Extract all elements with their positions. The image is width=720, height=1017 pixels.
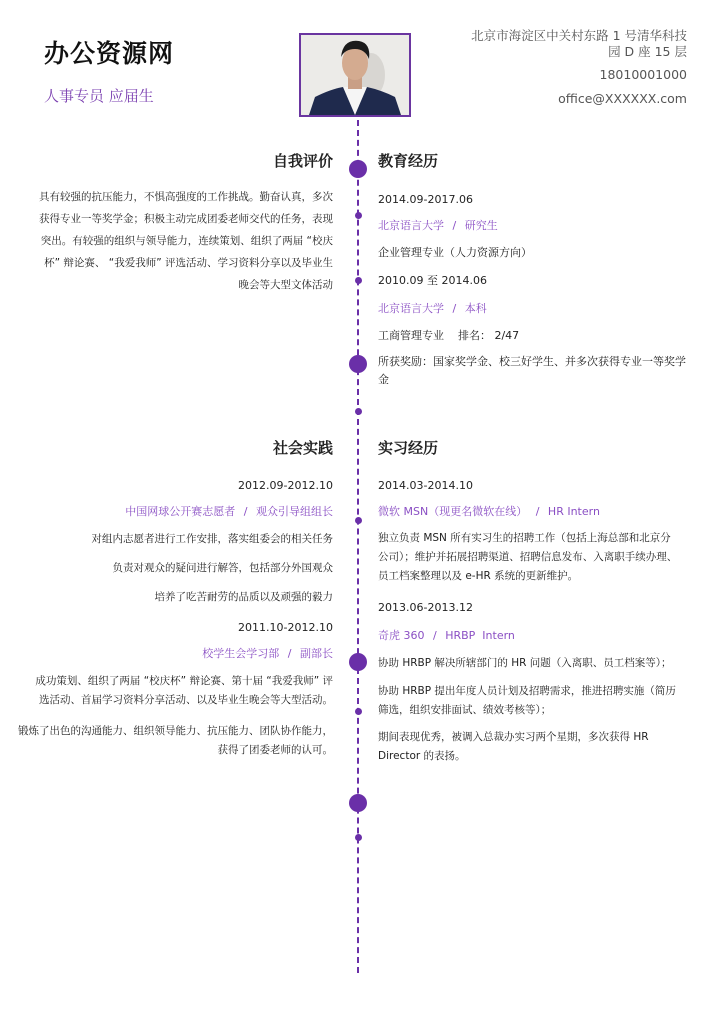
social-org: 校学生会学习部 bbox=[202, 647, 280, 660]
edu-school-line bbox=[378, 215, 498, 236]
separator: / bbox=[243, 505, 248, 518]
timeline-dot-large bbox=[349, 355, 367, 373]
edu-degree: 本科 bbox=[464, 302, 487, 315]
intern-desc-line: 公司）；维护并拓展招聘渠道、招聘信息发布、入离职手续办理、 bbox=[378, 551, 678, 563]
intern-role: HRBP Intern bbox=[445, 629, 515, 642]
edu-school-line bbox=[378, 298, 487, 319]
intern-desc-line: 协助 HRBP 提出年度人员计划及招聘需求，推进招聘实施（简历 bbox=[378, 685, 676, 697]
social-role: 副部长 bbox=[300, 647, 333, 660]
intern-desc-line: Director 的表扬。 bbox=[378, 750, 466, 762]
resume-name: 办公资源网 bbox=[44, 39, 175, 68]
separator: / bbox=[452, 302, 457, 315]
section-title-social: 社会实践 bbox=[272, 439, 333, 457]
intern-desc bbox=[378, 728, 649, 766]
intern-date: 2013.06-2013.12 bbox=[378, 601, 473, 614]
self-eval-text bbox=[23, 186, 333, 296]
separator: / bbox=[433, 629, 437, 642]
social-date: 2011.10-2012.10 bbox=[238, 621, 333, 634]
intern-desc-line: 员工档案整理以及 e-HR 系统的更新维护。 bbox=[378, 570, 579, 582]
edu-school: 北京语言大学 bbox=[378, 302, 444, 315]
address-line-1: 北京市海淀区中关村东路 1 号清华科技 bbox=[471, 28, 687, 43]
intern-date: 2014.03-2014.10 bbox=[378, 479, 473, 492]
timeline-dot-small bbox=[355, 277, 362, 284]
social-desc-line: 成功策划、组织了两届 “校庆杯” 辩论赛、第十届 “我爱我师” 评 bbox=[35, 675, 333, 687]
separator: / bbox=[452, 219, 457, 232]
self-eval-line: 获得专业一等奖学金；积极主动完成团委老师交代的任务，表现 bbox=[39, 213, 333, 225]
intern-org-line bbox=[378, 501, 600, 522]
timeline-line bbox=[357, 120, 359, 973]
timeline-dot-small bbox=[355, 708, 362, 715]
edu-degree: 研究生 bbox=[464, 219, 498, 232]
separator: / bbox=[287, 647, 292, 660]
social-desc-line: 选活动、首届学习资料分享活动、以及毕业生晚会等大型活动。 bbox=[39, 694, 333, 706]
edu-major: 企业管理专业（人力资源方向） bbox=[378, 246, 532, 259]
social-desc-line: 锻炼了出色的沟通能力、组织领导能力、抗压能力、团队协作能力， bbox=[18, 725, 333, 737]
section-title-self-eval: 自我评价 bbox=[272, 152, 333, 170]
social-desc: 负责对观众的疑问进行解答，包括部分外国观众 bbox=[112, 562, 333, 574]
intern-desc-line: 筛选，组织安排面试、绩效考核等）； bbox=[378, 704, 552, 716]
intern-org: 奇虎 360 bbox=[378, 629, 425, 642]
timeline-dot-large bbox=[349, 794, 367, 812]
timeline-dot-small bbox=[355, 212, 362, 219]
timeline-dot-large bbox=[349, 160, 367, 178]
timeline-dot-small bbox=[355, 408, 362, 415]
social-role: 观众引导组组长 bbox=[256, 505, 333, 518]
self-eval-line: 杯” 辩论赛、 “我爱我师” 评选活动、学习资料分享以及毕业生 bbox=[44, 257, 333, 269]
portrait-photo bbox=[299, 33, 411, 117]
job-title: 人事专员 应届生 bbox=[44, 87, 154, 105]
section-title-internship: 实习经历 bbox=[378, 439, 439, 457]
self-eval-line: 晚会等大型文体活动 bbox=[238, 279, 333, 291]
intern-desc-line: 独立负责 MSN 所有实习生的招聘工作（包括上海总部和北京分 bbox=[378, 532, 671, 544]
timeline-dot-small bbox=[355, 517, 362, 524]
social-desc: 培养了吃苦耐劳的品质以及顽强的毅力 bbox=[154, 591, 333, 603]
awards-line: 金 bbox=[378, 373, 389, 386]
social-desc bbox=[35, 672, 333, 710]
self-eval-line: 突出。有较强的组织与领导能力，连续策划、组织了两届 “校庆 bbox=[40, 235, 333, 247]
edu-date: 2014.09-2017.06 bbox=[378, 193, 473, 206]
intern-desc bbox=[378, 682, 676, 720]
awards-line: 所获奖励：国家奖学金、校三好学生、并多次获得专业一等奖学 bbox=[378, 355, 686, 368]
edu-awards bbox=[378, 353, 698, 389]
social-org-line bbox=[125, 501, 333, 522]
social-desc-line: 获得了团委老师的认可。 bbox=[217, 744, 333, 756]
edu-school: 北京语言大学 bbox=[378, 219, 444, 232]
social-org: 中国网球公开赛志愿者 bbox=[125, 505, 236, 518]
intern-role: HR Intern bbox=[547, 505, 600, 518]
social-desc bbox=[18, 722, 333, 760]
intern-org-line bbox=[378, 625, 515, 646]
edu-major: 工商管理专业 排名： 2/47 bbox=[378, 329, 520, 342]
intern-desc: 协助 HRBP 解决所辖部门的 HR 问题（入离职、员工档案等）； bbox=[378, 657, 672, 669]
email-address: office@XXXXXX.com bbox=[558, 91, 687, 106]
separator: / bbox=[535, 505, 540, 518]
section-title-education: 教育经历 bbox=[378, 152, 439, 170]
intern-desc bbox=[378, 529, 677, 586]
address-line-2: 园 D 座 15 层 bbox=[608, 44, 687, 59]
phone-number: 18010001000 bbox=[599, 67, 687, 82]
self-eval-line: 具有较强的抗压能力，不惧高强度的工作挑战。勤奋认真，多次 bbox=[39, 191, 333, 203]
social-desc: 对组内志愿者进行工作安排，落实组委会的相关任务 bbox=[91, 533, 333, 545]
social-org-line bbox=[202, 643, 333, 664]
intern-desc-line: 期间表现优秀，被调入总裁办实习两个星期，多次获得 HR bbox=[378, 731, 649, 743]
timeline-dot-small bbox=[355, 834, 362, 841]
timeline-dot-large bbox=[349, 653, 367, 671]
edu-date: 2010.09 至 2014.06 bbox=[378, 274, 487, 287]
social-date: 2012.09-2012.10 bbox=[238, 479, 333, 492]
intern-org: 微软 MSN（现更名微软在线） bbox=[378, 505, 528, 518]
